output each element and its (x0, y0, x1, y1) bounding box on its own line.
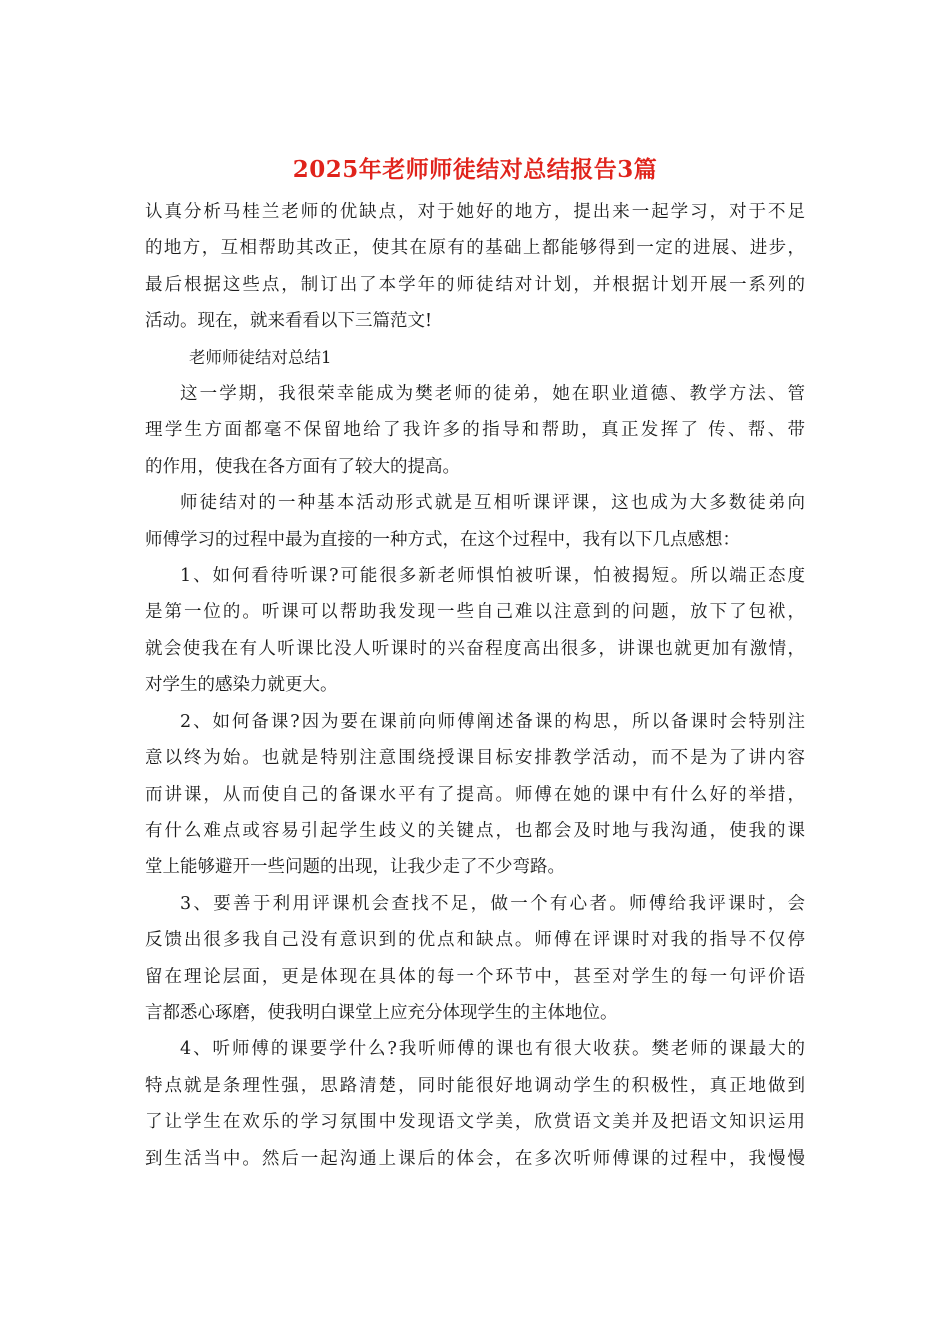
text-line: 这一学期，我很荣幸能成为樊老师的徒弟，她在职业道德、教学方法、管 (180, 384, 805, 405)
document-title: 2025年老师师徒结对总结报告3篇 (292, 156, 658, 183)
text-line: 认真分析马桂兰老师的优缺点，对于她好的地方，提出来一起学习，对于不足 (145, 202, 805, 222)
text-line: 2、如何备课?因为要在课前向师傅阐述备课的构思，所以备课时会特别注 (180, 711, 805, 732)
text-line: 反馈出很多我自己没有意识到的优点和缺点。师傅在评课时对我的指导不仅停 (145, 930, 805, 951)
document-body (145, 194, 805, 1177)
text-line: 最后根据这些点，制订出了本学年的师徒结对计划，并根据计划开展一系列的 (145, 274, 805, 295)
text-line: 4、听师傅的课要学什么?我听师傅的课也有很大收获。樊老师的课最大的 (180, 1039, 805, 1060)
text-line: 理学生方面都毫不保留地给了我许多的指导和帮助，真正发挥了 传、帮、带 (145, 420, 805, 441)
text-line: 师徒结对的一种基本活动形式就是互相听课评课，这也成为大多数徒弟向 (180, 493, 805, 514)
body-paragraph (145, 485, 805, 558)
body-paragraph (145, 1031, 805, 1177)
text-line: 3、要善于利用评课机会查找不足，做一个有心者。师傅给我评课时，会 (180, 893, 805, 914)
text-line: 特点就是条理性强，思路清楚，同时能很好地调动学生的积极性，真正地做到 (145, 1075, 805, 1096)
text-line: 1、如何看待听课?可能很多新老师惧怕被听课，怕被揭短。所以端正态度 (180, 566, 805, 587)
text-line: 堂上能够避开一些问题的出现，让我少走了不少弯路。 (145, 857, 565, 878)
text-line: 对学生的感染力就更大。 (145, 675, 338, 696)
text-line: 到生活当中。然后一起沟通上课后的体会，在多次听师傅课的过程中，我慢慢 (145, 1148, 805, 1169)
body-paragraph (145, 704, 805, 886)
intro-paragraph (145, 194, 805, 340)
body-paragraph (145, 558, 805, 704)
text-line: 了让学生在欢乐的学习氛围中发现语文学美，欣赏语文美并及把语文知识运用 (145, 1112, 805, 1133)
text-line: 的地方，互相帮助其改正，使其在原有的基础上都能够得到一定的进展、进步， (145, 238, 805, 259)
text-line: 意以终为始。也就是特别注意围绕授课目标安排教学活动，而不是为了讲内容 (145, 748, 805, 769)
text-line: 活动。现在，就来看看以下三篇范文! (145, 311, 433, 332)
text-line: 是第一位的。听课可以帮助我发现一些自己难以注意到的问题，放下了包袱， (145, 602, 805, 623)
text-line: 言都悉心琢磨，使我明白课堂上应充分体现学生的主体地位。 (145, 1002, 618, 1023)
text-line: 有什么难点或容易引起学生歧义的关键点，也都会及时地与我沟通，使我的课 (145, 820, 805, 841)
body-paragraph (145, 376, 805, 485)
text-line: 而讲课，从而使自己的备课水平有了提高。师傅在她的课中有什么好的举措， (145, 784, 805, 805)
body-paragraph (145, 886, 805, 1032)
section-heading: 老师师徒结对总结1 (189, 347, 332, 367)
text-line: 就会使我在有人听课比没人听课时的兴奋程度高出很多，讲课也就更加有激情， (145, 638, 805, 659)
text-line: 的作用，使我在各方面有了较大的提高。 (145, 456, 460, 477)
text-line: 留在理论层面，更是体现在具体的每一个环节中，甚至对学生的每一句评价语 (145, 966, 805, 987)
text-line: 师傅学习的过程中最为直接的一种方式，在这个过程中，我有以下几点感想： (145, 529, 740, 550)
